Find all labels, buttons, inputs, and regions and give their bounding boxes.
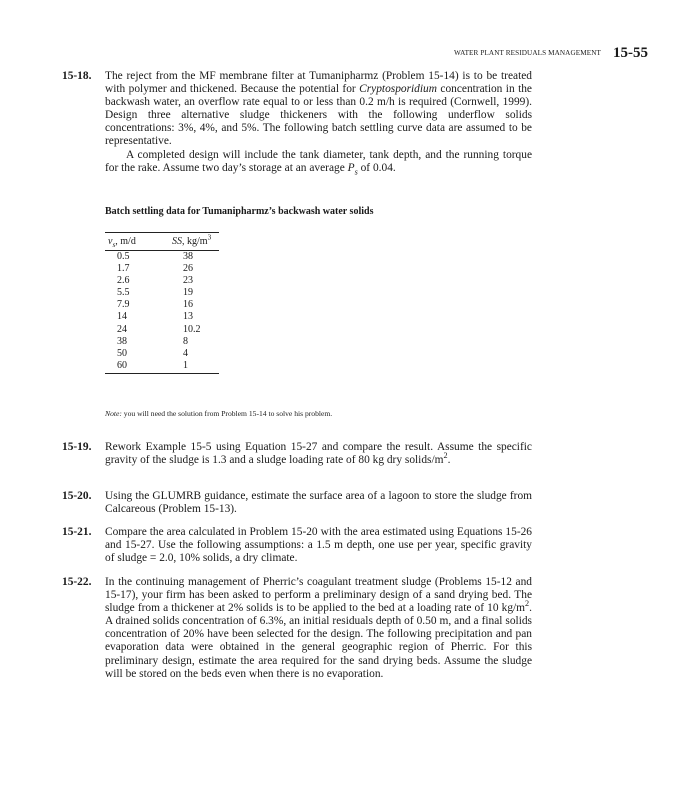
table-row	[105, 275, 219, 287]
solids-cell: 13	[183, 311, 193, 323]
text-run: concentration in the backwash water, an overflow rate equal to or less than 0.2 m/h is required (Cornwell, 1999). Design three alternative sludge thickeners with the following underflow solids concentrations: 3%, 4%, and 5%. The following batch settling curve data are assumed to be representative.	[105, 83, 532, 148]
problem-number: 15-22.	[62, 576, 92, 588]
problem-paragraph: Compare the area calculated in Problem 15-20 with the area estimated using Equations 15-26 and 15-27. Use the following assumptions: a 1.5 m depth, one use per year, specific gravity of sludge = 2.0, 10% solids, a dry climate.	[105, 526, 532, 565]
table-row	[105, 287, 219, 299]
problem-number: 15-19.	[62, 441, 92, 453]
solids-cell: 38	[183, 251, 193, 262]
column-header-solids	[172, 233, 219, 251]
table-row	[105, 360, 219, 374]
text-run: . A drained solids concentration of 6.3%, an initial residuals depth of 0.50 m, and a final solids concentration of 20% have been selected for the design. The following precipitation and pan evaporation data were obtained in the general geographic region of Pherric. For this preliminary design, estimate the area required for the sand drying beds. Assume the sludge will be stored on the beds even when there is no evaporation.	[105, 602, 532, 680]
problem-15-21	[62, 526, 532, 565]
variable-symbol: P	[347, 161, 355, 174]
velocity-cell: 0.5	[117, 251, 130, 262]
solids-cell: 8	[183, 335, 188, 347]
running-header	[0, 44, 648, 62]
velocity-cell: 14	[117, 311, 127, 323]
problem-paragraph	[105, 576, 532, 681]
table-row	[105, 299, 219, 311]
velocity-cell: 2.6	[117, 275, 130, 287]
problem-number: 15-21.	[62, 526, 92, 538]
problem-body	[105, 576, 532, 681]
problem-body	[105, 526, 532, 565]
velocity-cell: 7.9	[117, 299, 130, 311]
solids-cell: 23	[183, 275, 193, 287]
problem-body	[105, 490, 532, 516]
problem-15-20	[62, 490, 532, 516]
problem-15-18	[62, 70, 532, 175]
table-header-row	[105, 233, 219, 251]
unit-exponent: 2	[525, 599, 530, 609]
text-run: A completed design will include the tank diameter, tank depth, and the running torque for the rake. Assume two day’s storage at an average	[105, 148, 532, 174]
unit-text: , kg/m	[182, 236, 208, 247]
velocity-cell: 38	[117, 335, 127, 347]
solids-cell: 19	[183, 287, 193, 299]
solids-cell: 10.2	[183, 323, 201, 335]
table-row	[105, 263, 219, 275]
problem-body	[105, 441, 532, 467]
problem-paragraph	[105, 441, 532, 467]
text-run: of 0.04.	[357, 161, 396, 174]
table-row	[105, 324, 219, 336]
variable-symbol: v	[108, 236, 113, 247]
organism-name: Cryptosporidium	[359, 83, 437, 96]
solids-cell: 16	[183, 299, 193, 311]
problem-15-22	[62, 576, 532, 681]
problem-number: 15-18.	[62, 70, 92, 82]
table-caption: Batch settling data for Tumanipharmz’s backwash water solids	[105, 206, 374, 217]
solids-cell: 4	[183, 347, 188, 359]
settling-data-table	[105, 232, 219, 374]
table-row	[105, 311, 219, 323]
table-row	[105, 348, 219, 360]
unit-text: , m/d	[115, 236, 136, 247]
velocity-cell: 5.5	[117, 287, 130, 299]
velocity-cell: 24	[117, 323, 127, 335]
table-row	[105, 336, 219, 348]
variable-symbol: SS	[172, 236, 182, 247]
velocity-cell: 60	[105, 360, 172, 374]
velocity-cell: 50	[117, 347, 127, 359]
table-row	[105, 251, 219, 264]
problem-15-19	[62, 441, 532, 467]
text-run: The reject from the MF membrane filter at Tumanipharmz (Problem 15-14) is to be treated with polymer and thickened. Because the potential for	[105, 70, 532, 96]
solids-cell: 1	[172, 360, 219, 374]
problem-body	[105, 70, 532, 175]
problem-number: 15-20.	[62, 490, 92, 502]
problem-paragraph	[105, 149, 532, 175]
problem-paragraph	[105, 70, 532, 149]
unit-exponent: 3	[207, 233, 212, 242]
problem-paragraph: Using the GLUMRB guidance, estimate the surface area of a lagoon to store the sludge from Calcareous (Problem 15-13).	[105, 490, 532, 516]
text-run: In the continuing management of Pherric’s coagulant treatment sludge (Problems 15-12 and 15-17), your firm has been asked to perform a preliminary design of a sand drying bed. The sludge from a thickener at 2% solids is to be applied to the bed at a loading rate of 10 kg/m	[105, 576, 532, 615]
page-number: 15-55	[613, 45, 648, 61]
solids-cell: 26	[183, 263, 193, 275]
velocity-cell: 1.7	[117, 263, 130, 275]
unit-exponent: 2	[443, 451, 448, 461]
table-note	[105, 409, 332, 418]
text-run: .	[447, 454, 451, 467]
variable-subscript: s	[112, 241, 116, 249]
note-text: you will need the solution from Problem 15-14 to solve his problem.	[121, 409, 333, 418]
running-title: WATER PLANT RESIDUALS MANAGEMENT	[453, 49, 601, 57]
text-run: Rework Example 15-5 using Equation 15-27 and compare the result. Assume the specific gravity of the sludge is 1.3 and a sludge loading rate of 80 kg dry solids/m	[105, 441, 532, 467]
variable-subscript: s	[354, 166, 358, 176]
column-header-velocity	[105, 233, 172, 251]
note-label: Note:	[105, 409, 122, 418]
